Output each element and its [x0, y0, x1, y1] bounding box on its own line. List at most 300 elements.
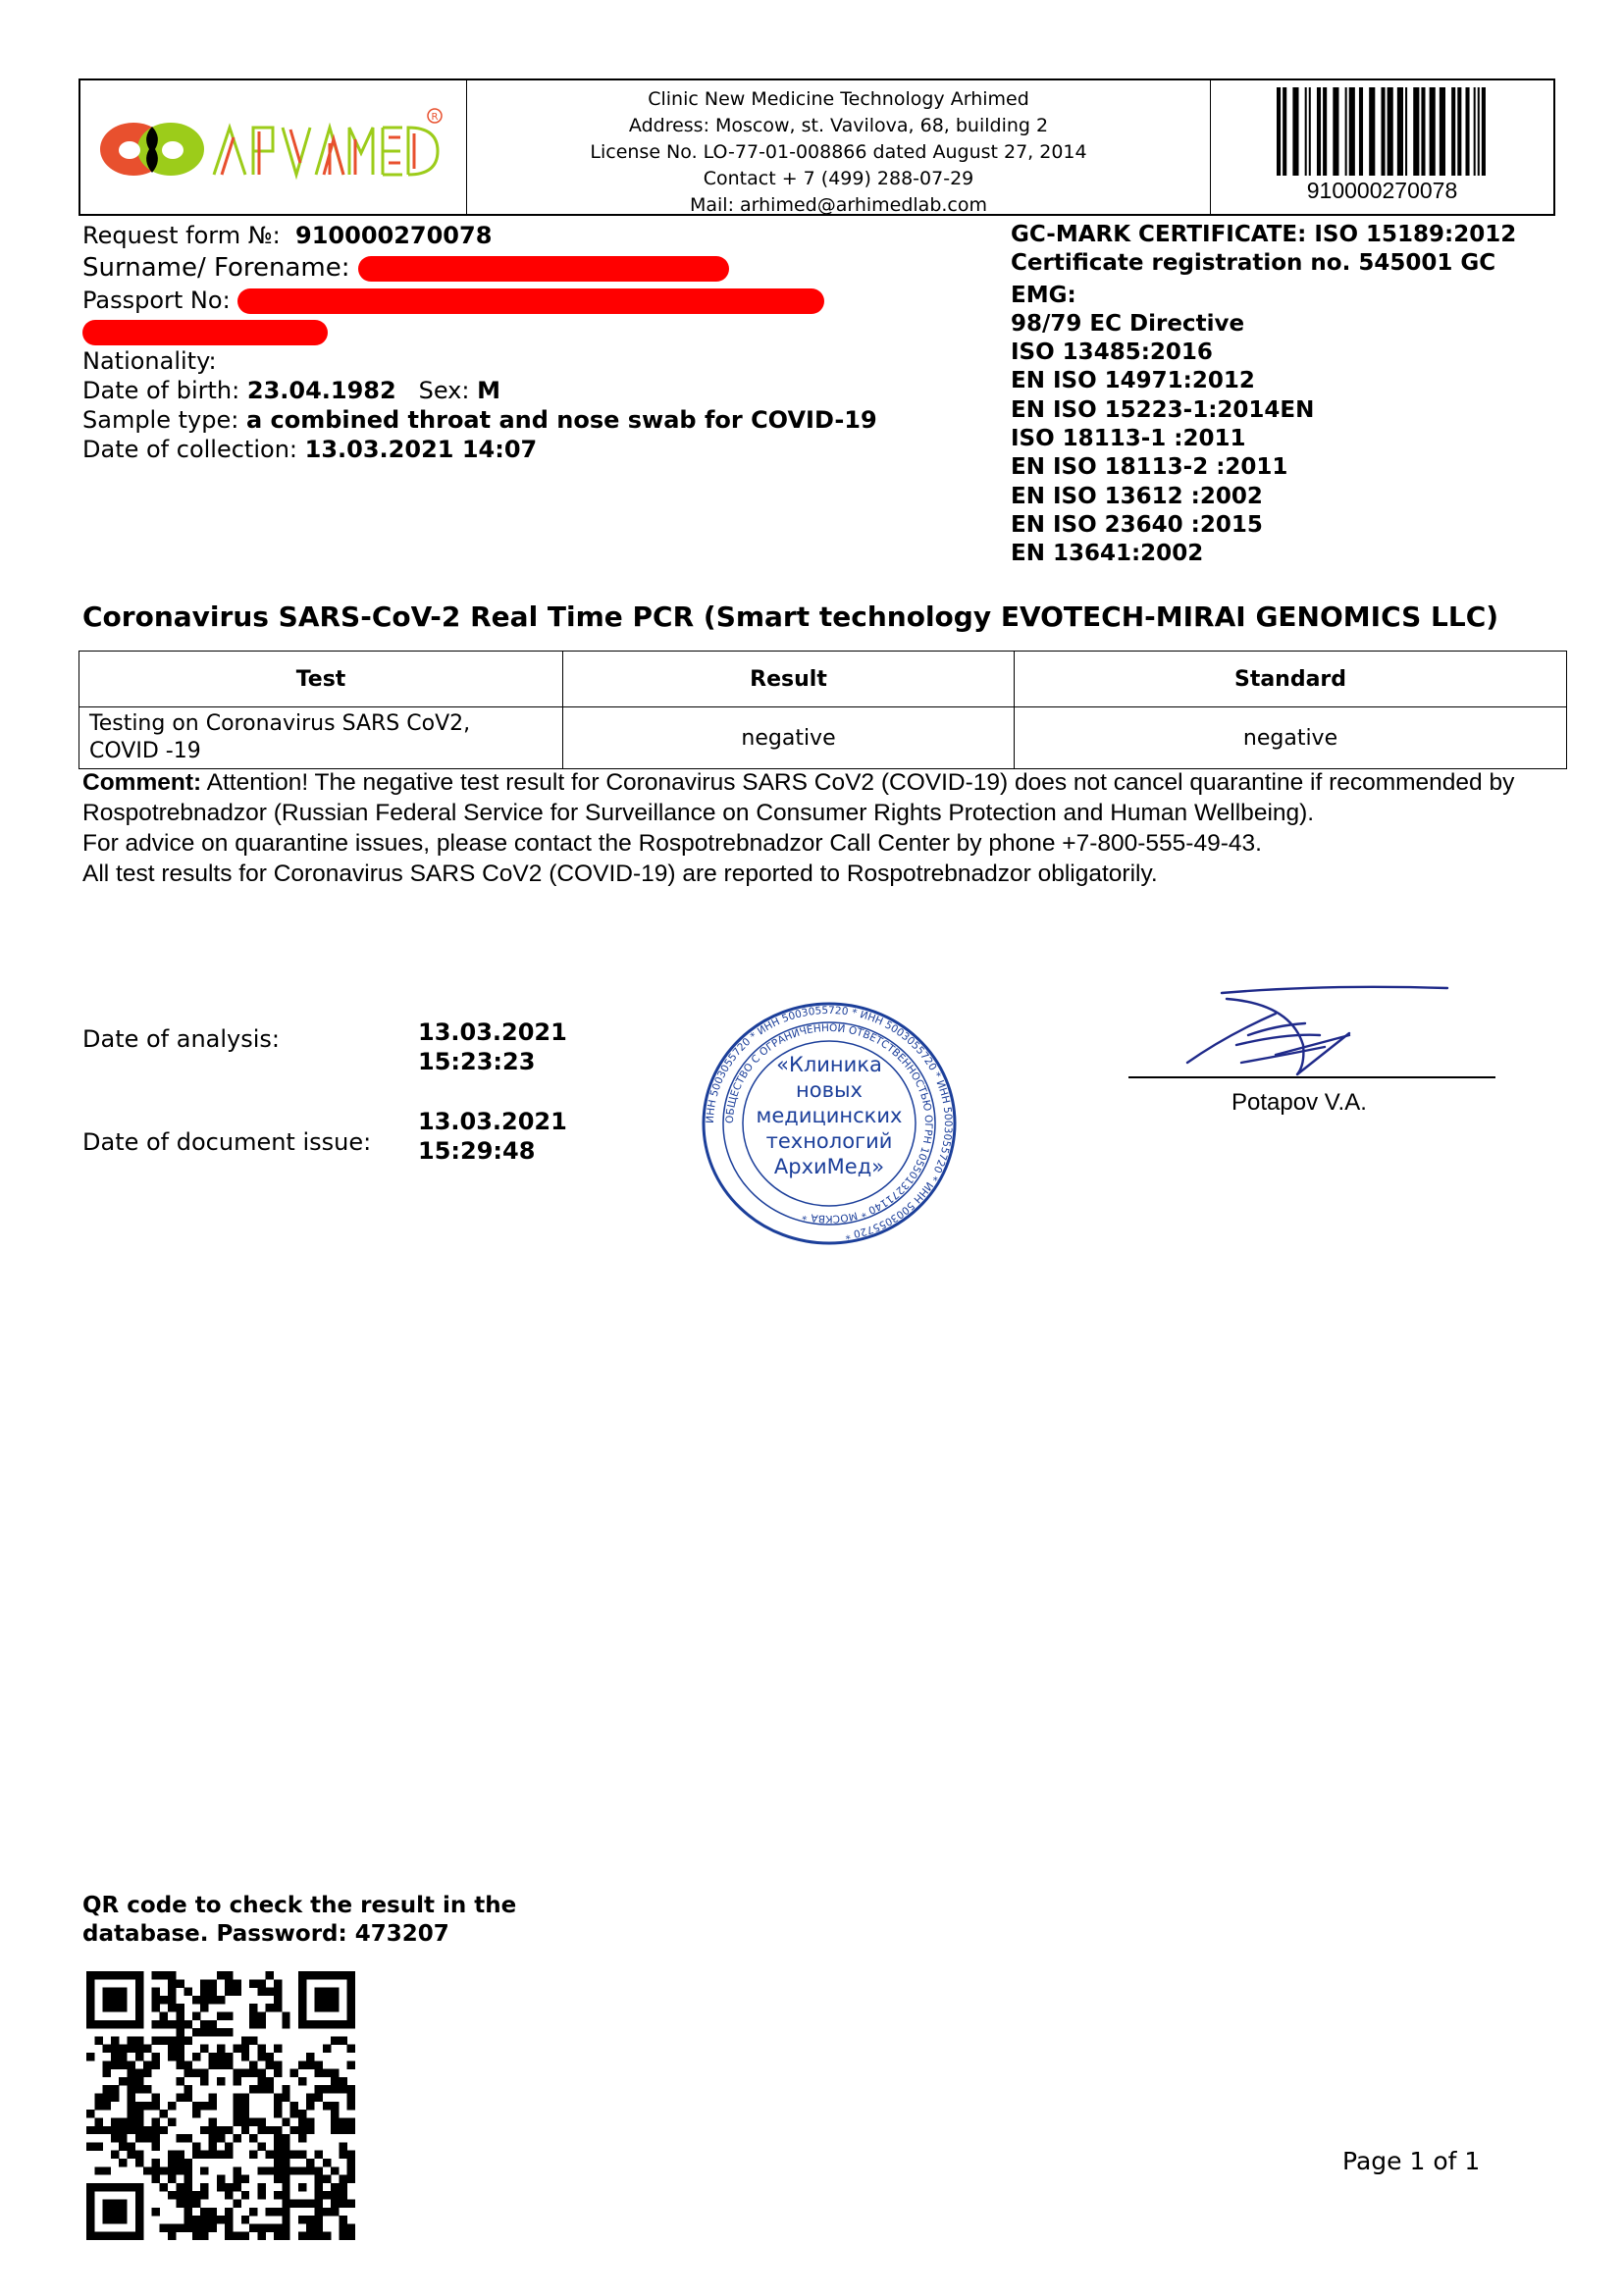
qr-module	[249, 2004, 257, 2011]
collection-row	[82, 435, 877, 464]
qr-module	[119, 2053, 127, 2061]
qr-module	[298, 1971, 306, 1979]
passport-redaction-2	[82, 320, 328, 345]
qr-caption	[82, 1892, 516, 1949]
results-header-row	[79, 652, 1567, 707]
barcode-bar	[1359, 87, 1363, 176]
qr-module	[128, 2045, 135, 2053]
qr-module	[200, 2102, 208, 2110]
qr-module	[257, 2077, 265, 2085]
qr-module	[111, 2216, 119, 2223]
qr-module	[103, 2045, 111, 2053]
qr-module	[225, 2208, 233, 2216]
test-section-title: Coronavirus SARS-CoV-2 Real Time PCR (Smart technology EVOTECH-MIRAI GENOMICS LLC)	[82, 600, 1499, 633]
qr-module	[168, 1971, 176, 1979]
qr-module	[266, 2053, 274, 2061]
qr-module	[160, 1996, 168, 2004]
barcode-bar	[1309, 87, 1311, 176]
qr-module	[314, 2151, 322, 2159]
qr-module	[225, 1979, 233, 1987]
barcode-bar	[1323, 87, 1327, 176]
qr-module	[314, 1988, 322, 1996]
qr-module	[111, 2053, 119, 2061]
qr-module	[176, 2020, 183, 2028]
nationality-row	[82, 346, 877, 376]
qr-module	[225, 2232, 233, 2240]
qr-module	[86, 2191, 94, 2199]
qr-module	[241, 2069, 249, 2077]
qr-module	[103, 1971, 111, 1979]
qr-module	[331, 2208, 339, 2216]
qr-module	[339, 2085, 346, 2093]
qr-module	[168, 2166, 176, 2174]
qr-module	[200, 2232, 208, 2240]
qr-module	[323, 2069, 331, 2077]
qr-module	[274, 2110, 282, 2117]
qr-module	[119, 2208, 127, 2216]
comment-label: Comment:	[82, 769, 202, 796]
qr-module	[184, 2223, 192, 2231]
qr-module	[233, 2077, 240, 2085]
certificate-item: EN ISO 13612 :2002	[1011, 483, 1263, 509]
qr-module	[249, 2117, 257, 2125]
qr-module	[249, 2061, 257, 2068]
qr-module	[298, 2166, 306, 2174]
qr-module	[184, 2020, 192, 2028]
barcode-number: 910000270078	[1306, 178, 1458, 203]
qr-module	[233, 2199, 240, 2207]
qr-module	[347, 2117, 355, 2125]
qr-module	[168, 2053, 176, 2061]
barcode-bar	[1474, 87, 1476, 176]
qr-module	[192, 2191, 200, 2199]
qr-module	[200, 2045, 208, 2053]
qr-module	[306, 2117, 314, 2125]
qr-module	[241, 2117, 249, 2125]
qr-module	[257, 2126, 265, 2134]
qr-module	[347, 2045, 355, 2053]
qr-module	[200, 2004, 208, 2011]
stamp-line: «Клиника	[776, 1053, 882, 1076]
qr-module	[151, 2126, 159, 2134]
qr-module	[111, 1988, 119, 1996]
barcode-bar	[1349, 87, 1355, 176]
qr-module	[331, 2117, 339, 2125]
qr-module	[176, 2166, 183, 2174]
qr-module	[86, 1988, 94, 1996]
qr-module	[249, 2085, 257, 2093]
svg-text:R: R	[431, 112, 439, 123]
qr-module	[94, 2094, 102, 2102]
qr-module	[143, 2166, 151, 2174]
qr-module	[298, 2077, 306, 2085]
qr-module	[111, 2134, 119, 2142]
qr-module	[298, 2199, 306, 2207]
qr-module	[200, 2208, 208, 2216]
qr-module	[347, 2061, 355, 2068]
qr-module	[151, 2094, 159, 2102]
qr-module	[135, 1996, 143, 2004]
qr-module	[331, 1996, 339, 2004]
qr-module	[94, 2232, 102, 2240]
qr-module	[128, 2020, 135, 2028]
qr-module	[282, 2117, 289, 2125]
qr-module	[184, 2199, 192, 2207]
barcode-bar	[1388, 87, 1393, 176]
qr-module	[233, 2069, 240, 2077]
qr-module	[176, 2012, 183, 2020]
qr-module	[347, 2223, 355, 2231]
qr-module	[192, 2028, 200, 2036]
collection-label: Date of collection:	[82, 436, 297, 463]
column-header-test: Test	[79, 652, 563, 707]
qr-module	[176, 2159, 183, 2166]
qr-module	[266, 1971, 274, 1979]
qr-module	[339, 2117, 346, 2125]
issue-time: 15:29:48	[418, 1137, 536, 1165]
result-cell: negative	[563, 707, 1015, 769]
qr-module	[135, 2216, 143, 2223]
qr-module	[111, 2232, 119, 2240]
qr-module	[151, 2175, 159, 2183]
qr-module	[151, 2159, 159, 2166]
qr-module	[306, 2061, 314, 2068]
qr-module	[94, 2183, 102, 2191]
qr-module	[135, 2151, 143, 2159]
qr-module	[298, 1979, 306, 1987]
qr-module	[314, 2199, 322, 2207]
qr-module	[94, 2036, 102, 2044]
qr-module	[282, 2166, 289, 2174]
qr-module	[347, 2159, 355, 2166]
qr-module	[111, 2045, 119, 2053]
qr-module	[200, 2126, 208, 2134]
sample-row	[82, 405, 877, 435]
qr-module	[233, 2110, 240, 2117]
qr-module	[217, 2012, 225, 2020]
analysis-date-label: Date of analysis:	[82, 1025, 281, 1053]
clinic-contact: Contact + 7 (499) 288-07-29	[703, 168, 974, 189]
qr-module	[209, 2061, 217, 2068]
sample-label: Sample type:	[82, 406, 239, 434]
stamp-inner-text-path: ОБЩЕСТВО С ОГРАНИЧЕННОЙ ОТВЕТСТВЕННОСТЬЮ ОГРН 1055013271140 * МОСКВА *	[723, 1021, 935, 1226]
stamp-line: новых	[796, 1078, 863, 1102]
qr-module	[184, 2208, 192, 2216]
qr-module	[86, 2199, 94, 2207]
qr-module	[331, 1988, 339, 1996]
qr-module	[119, 1996, 127, 2004]
qr-module	[347, 2151, 355, 2159]
qr-module	[184, 2069, 192, 2077]
qr-module	[274, 2208, 282, 2216]
qr-caption-line2: database. Password: 473207	[82, 1921, 449, 1947]
qr-module	[168, 2151, 176, 2159]
qr-module	[225, 1988, 233, 1996]
qr-module	[266, 2223, 274, 2231]
qr-module	[176, 2134, 183, 2142]
document-header	[79, 78, 1555, 216]
qr-module	[339, 2142, 346, 2150]
qr-module	[274, 2151, 282, 2159]
patient-info	[82, 221, 877, 464]
qr-module	[135, 2232, 143, 2240]
qr-module	[241, 2102, 249, 2110]
qr-module	[135, 1971, 143, 1979]
qr-module	[241, 2232, 249, 2240]
barcode-cell	[1211, 80, 1553, 214]
qr-module	[233, 2232, 240, 2240]
qr-code[interactable]	[86, 1971, 355, 2240]
qr-module	[209, 2126, 217, 2134]
qr-module	[225, 2151, 233, 2159]
qr-module	[339, 2183, 346, 2191]
certificate-item: EMG:	[1011, 282, 1076, 308]
qr-module	[209, 2020, 217, 2028]
qr-module	[184, 2061, 192, 2068]
table-row	[79, 707, 1567, 769]
qr-module	[257, 1988, 265, 1996]
qr-module	[200, 1979, 208, 1987]
qr-module	[192, 2110, 200, 2117]
qr-module	[94, 2142, 102, 2150]
qr-module	[266, 2077, 274, 2085]
page-number: Page 1 of 1	[1342, 2147, 1481, 2175]
qr-module	[217, 1971, 225, 1979]
qr-module	[314, 2183, 322, 2191]
certificate-item: EN ISO 15223-1:2014EN	[1011, 396, 1315, 423]
qr-module	[225, 2183, 233, 2191]
qr-module	[184, 2085, 192, 2093]
qr-module	[306, 2232, 314, 2240]
test-name-line2: COVID -19	[89, 739, 201, 763]
qr-module	[225, 2126, 233, 2134]
qr-module	[119, 2199, 127, 2207]
qr-module	[249, 2069, 257, 2077]
qr-module	[266, 2151, 274, 2159]
qr-module	[339, 2126, 346, 2134]
qr-module	[143, 2045, 151, 2053]
qr-module	[331, 2191, 339, 2199]
qr-module	[135, 2020, 143, 2028]
signature-icon	[1128, 976, 1511, 1084]
qr-module	[323, 1988, 331, 1996]
qr-module	[128, 2142, 135, 2150]
qr-module	[86, 2053, 94, 2061]
qr-module	[233, 2102, 240, 2110]
qr-module	[135, 2077, 143, 2085]
passport-cont-row	[82, 317, 877, 346]
qr-module	[298, 2020, 306, 2028]
qr-module	[339, 2216, 346, 2223]
qr-module	[200, 1996, 208, 2004]
qr-module	[135, 2012, 143, 2020]
qr-module	[314, 2085, 322, 2093]
results-table	[79, 651, 1567, 769]
qr-module	[282, 2208, 289, 2216]
qr-module	[111, 2183, 119, 2191]
qr-module	[143, 2134, 151, 2142]
barcode-bar	[1292, 87, 1298, 176]
qr-module	[184, 2183, 192, 2191]
qr-module	[111, 2126, 119, 2134]
qr-module	[257, 2012, 265, 2020]
qr-module	[314, 1971, 322, 1979]
qr-module	[119, 1988, 127, 1996]
qr-module	[306, 2199, 314, 2207]
qr-module	[290, 2151, 298, 2159]
qr-module	[298, 2183, 306, 2191]
qr-module	[282, 2085, 289, 2093]
qr-module	[143, 2126, 151, 2134]
qr-module	[274, 2126, 282, 2134]
clinic-logo	[80, 80, 467, 214]
passport-redaction	[237, 288, 824, 314]
qr-module	[143, 2102, 151, 2110]
qr-module	[257, 2223, 265, 2231]
qr-module	[209, 1988, 217, 1996]
qr-module	[94, 2117, 102, 2125]
qr-module	[119, 2020, 127, 2028]
qr-module	[323, 2175, 331, 2183]
qr-module	[200, 2216, 208, 2223]
qr-module	[323, 2045, 331, 2053]
qr-module	[233, 2166, 240, 2174]
qr-module	[86, 2183, 94, 2191]
qr-module	[168, 2191, 176, 2199]
qr-module	[282, 2134, 289, 2142]
request-form-number: 910000270078	[295, 222, 493, 249]
qr-module	[266, 2166, 274, 2174]
qr-module	[151, 2117, 159, 2125]
qr-module	[347, 2166, 355, 2174]
qr-module	[298, 1996, 306, 2004]
qr-module	[209, 2028, 217, 2036]
qr-module	[135, 1988, 143, 1996]
qr-module	[282, 2012, 289, 2020]
barcode-bar	[1465, 87, 1469, 176]
qr-module	[282, 2183, 289, 2191]
barcode-bar	[1421, 87, 1425, 176]
qr-module	[86, 2223, 94, 2231]
qr-module	[111, 2061, 119, 2068]
qr-module	[225, 2028, 233, 2036]
qr-module	[241, 2053, 249, 2061]
analysis-date-value	[418, 1018, 567, 1076]
qr-module	[339, 1971, 346, 1979]
qr-module	[119, 1971, 127, 1979]
qr-module	[143, 2069, 151, 2077]
qr-module	[282, 2191, 289, 2199]
qr-module	[314, 2166, 322, 2174]
qr-module	[347, 2085, 355, 2093]
qr-module	[209, 2134, 217, 2142]
qr-module	[192, 2053, 200, 2061]
qr-module	[323, 2020, 331, 2028]
qr-module	[347, 2012, 355, 2020]
qr-module	[217, 2045, 225, 2053]
qr-module	[176, 2199, 183, 2207]
qr-module	[168, 2045, 176, 2053]
qr-module	[86, 2126, 94, 2134]
qr-module	[347, 2126, 355, 2134]
qr-module	[331, 2020, 339, 2028]
qr-module	[119, 2117, 127, 2125]
qr-module	[200, 2191, 208, 2199]
qr-module	[274, 2102, 282, 2110]
qr-module	[323, 2159, 331, 2166]
qr-module	[160, 1971, 168, 1979]
qr-module	[274, 1979, 282, 1987]
qr-module	[86, 2004, 94, 2011]
comment-text: Attention! The negative test result for Coronavirus SARS CoV2 (COVID-19) does not cancel quarantine if recommended by Rospotrebnadzor (Russian Federal Service for Surveillance on Consumer Rights Protection and Human Wellbeing).	[82, 769, 1515, 826]
dob-value: 23.04.1982	[246, 377, 396, 404]
qr-module	[111, 2094, 119, 2102]
qr-module	[331, 2126, 339, 2134]
qr-module	[176, 2077, 183, 2085]
qr-module	[217, 2183, 225, 2191]
qr-module	[111, 2208, 119, 2216]
qr-module	[209, 1996, 217, 2004]
qr-module	[119, 2077, 127, 2085]
qr-module	[111, 2117, 119, 2125]
qr-module	[241, 2094, 249, 2102]
qr-module	[168, 1996, 176, 2004]
barcode-bar	[1317, 87, 1321, 176]
qr-module	[209, 2142, 217, 2150]
qr-module	[249, 2151, 257, 2159]
qr-module	[306, 2159, 314, 2166]
qr-module	[306, 2216, 314, 2223]
qr-module	[135, 2069, 143, 2077]
qr-module	[290, 2110, 298, 2117]
qr-module	[266, 2061, 274, 2068]
qr-module	[111, 1971, 119, 1979]
qr-module	[282, 2094, 289, 2102]
qr-module	[160, 2012, 168, 2020]
qr-module	[103, 2232, 111, 2240]
qr-module	[176, 2045, 183, 2053]
qr-module	[274, 2232, 282, 2240]
qr-module	[323, 2102, 331, 2110]
qr-module	[135, 2036, 143, 2044]
qr-module	[209, 2151, 217, 2159]
qr-module	[160, 2183, 168, 2191]
qr-module	[168, 2102, 176, 2110]
qr-module	[176, 2036, 183, 2044]
qr-module	[217, 2061, 225, 2068]
qr-module	[176, 2151, 183, 2159]
certificate-item: Certificate registration no. 545001 GC	[1011, 250, 1496, 277]
barcode-bar	[1283, 87, 1286, 176]
qr-module	[217, 2216, 225, 2223]
qr-module	[119, 2126, 127, 2134]
qr-module	[314, 2094, 322, 2102]
qr-module	[192, 1996, 200, 2004]
dob-label: Date of birth:	[82, 377, 240, 404]
qr-module	[103, 2094, 111, 2102]
qr-module	[160, 2020, 168, 2028]
qr-module	[103, 2061, 111, 2068]
qr-module	[119, 2045, 127, 2053]
qr-module	[323, 2208, 331, 2216]
qr-module	[184, 2191, 192, 2199]
qr-module	[103, 2208, 111, 2216]
barcode-bar	[1405, 87, 1407, 176]
qr-module	[103, 2199, 111, 2207]
qr-module	[151, 2036, 159, 2044]
qr-module	[282, 2199, 289, 2207]
qr-module	[331, 2036, 339, 2044]
